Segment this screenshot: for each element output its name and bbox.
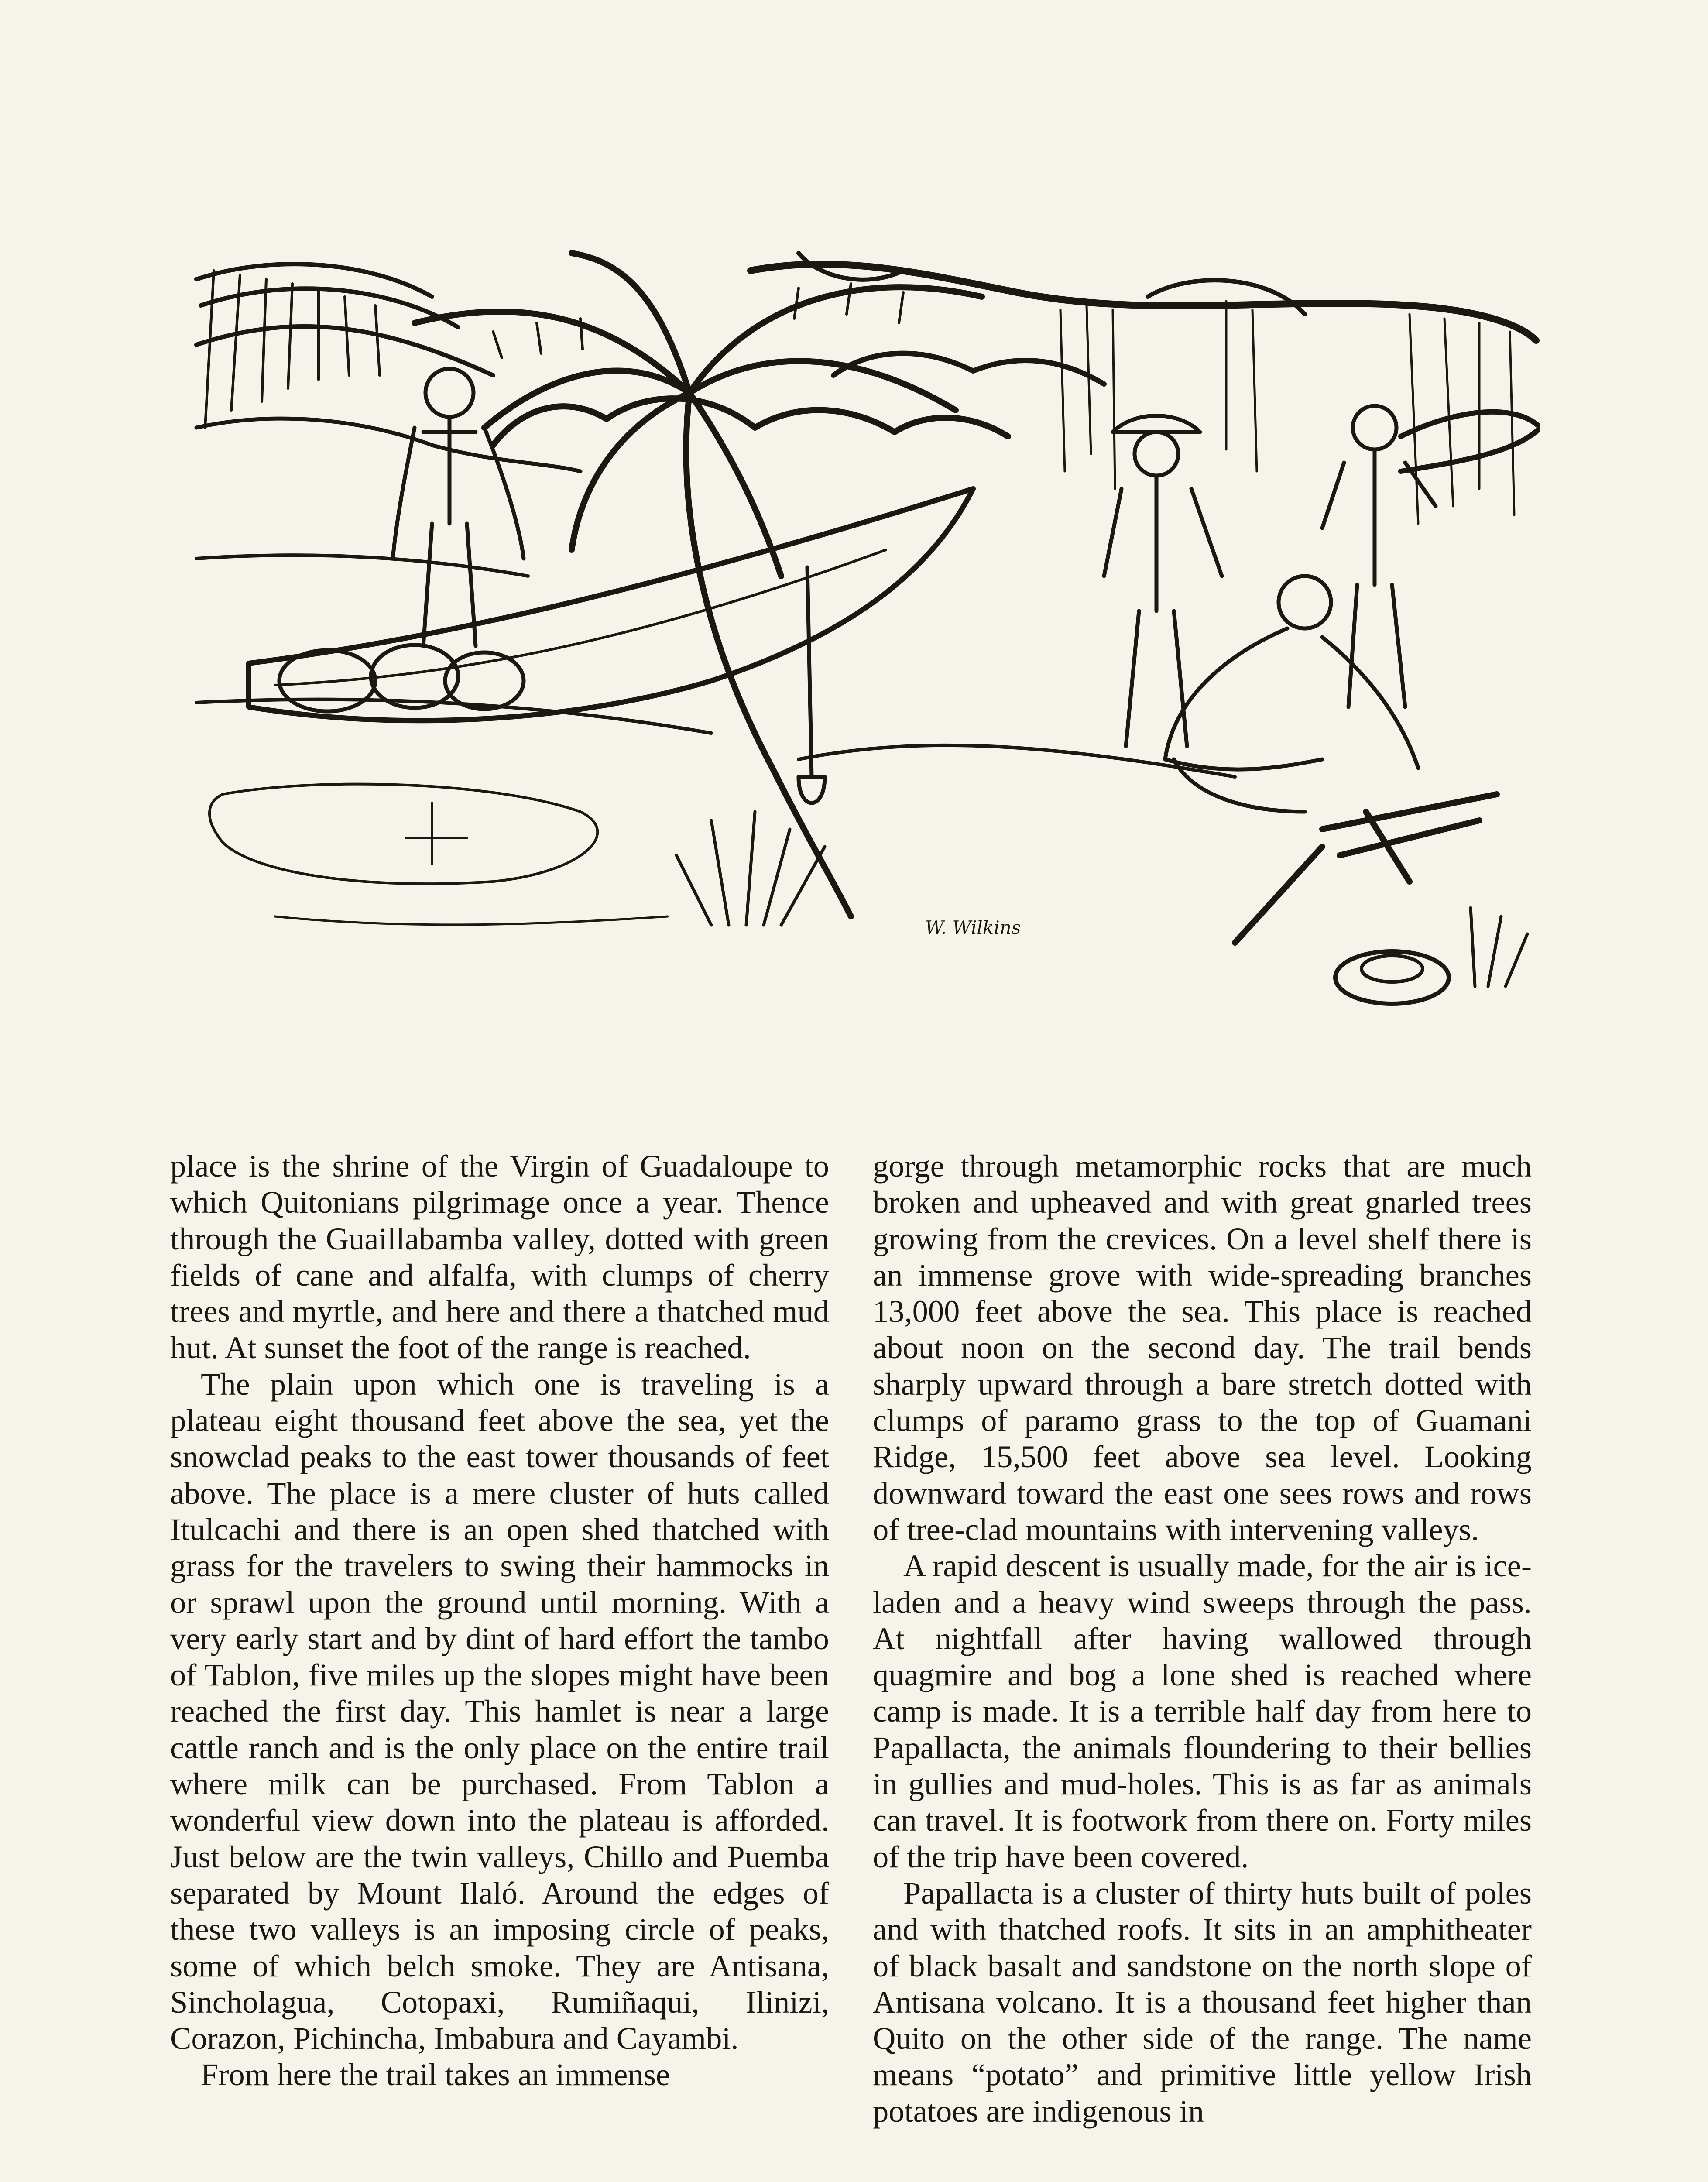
figure-with-hat xyxy=(1104,416,1222,747)
right-text-column xyxy=(873,1148,1532,2129)
artist-signature: W. Wilkins xyxy=(925,917,1021,938)
crouching-figure-at-fire xyxy=(1165,576,1418,812)
right-paragraph-3: Papallacta is a cluster of thirty huts built of poles and with thatched roofs. It sits in an amphitheater of black basalt and sandstone on the north slope of Antisana volcano. It is a thousand feet higher than Quito on the other side of the range. The name means “potato” and primitive little yellow Irish potatoes are indigenous in xyxy=(873,1875,1532,2129)
dugout-canoe xyxy=(249,489,973,720)
left-paragraph-3: From here the trail takes an immense xyxy=(201,2057,670,2093)
right-paragraph-1: gorge through metamorphic rocks that are much broken and upheaved and with great gnarled trees growing from the crevices. On a level shelf there is an immense grove with wide-spreading branches 13,000 feet above the sea. This place is reached about noon on the second day. The trail bends sharply upward through a bare stretch dotted with clumps of paramo grass to the top of Guamani Ridge, 15,500 feet above sea level. Looking downward toward the east one sees rows and rows of tree-clad mountains with intervening valleys. xyxy=(873,1148,1532,1547)
canoe-paddle xyxy=(799,567,825,803)
right-paragraph-2: A rapid descent is usually made, for the air is ice-laden and a heavy wind sweeps through the pass. At nightfall after having wallowed through quagmire and bog a lone shed is reached where camp is made. It is a terrible half day from here to Papallacta, the animals floundering to their bellies in gullies and mud-holes. This is as far as animals can travel. It is footwork from there on. Forty miles of the trip have been covered. xyxy=(873,1548,1532,1874)
left-paragraph-2: The plain upon which one is traveling is a plateau eight thousand feet above the sea, yet the snowclad peaks to the east tower thousands of feet above. The place is a mere cluster of huts called Itulcachi and there is an open shed thatched with grass for the travelers to swing their hammocks in or sprawl upon the ground until morning. With a very early start and by dint of hard effort the tambo of Tablon, five miles up the slopes might have been reached the first day. This hamlet is near a large cattle ranch and is the only place on the entire trail where milk can be purchased. From Tablon a wonderful view down into the plateau is afforded. Just below are the twin valleys, Chillo and Puemba separated by Mount Ilaló. Around the edges of these two valleys is an imposing circle of peaks, some of which belch smoke. They are Antisana, Sincholagua, Cotopaxi, Rumiñaqui, Ilinizi, Corazon, Pichincha, Imbabura and Cayambi. xyxy=(170,1366,829,2056)
left-paragraph-1: place is the shrine of the Virgin of Guadaloupe to which Quitonians pilgrimage once a year. Thence through the Guaillabamba valley, dotted with green fields of cane and alfalfa, with clumps of cherry trees and myrtle, and here and there a thatched mud hut. At sunset the foot of the range is reached. xyxy=(170,1148,829,1365)
dark-brush xyxy=(493,398,1008,445)
left-text-column xyxy=(170,1148,829,2093)
figure-carrying-load xyxy=(1322,406,1540,707)
campfire-logs xyxy=(1235,794,1497,943)
river-bank xyxy=(196,555,1235,777)
jungle-river-camp-illustration xyxy=(188,244,1540,1074)
overhanging-branches xyxy=(751,264,1536,340)
cooking-pot xyxy=(1335,951,1449,1004)
